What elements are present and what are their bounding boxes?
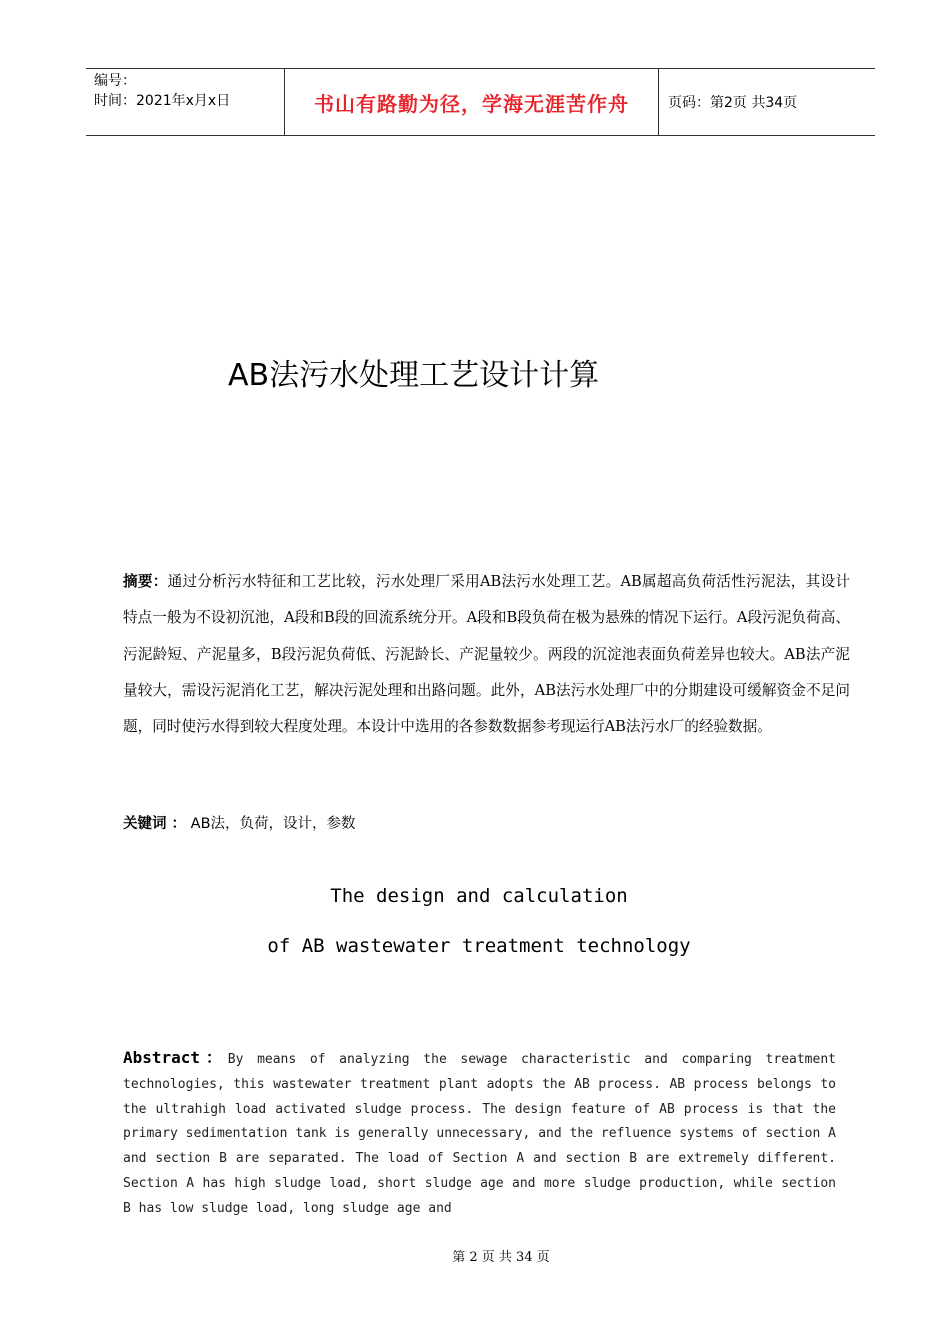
keywords [123, 812, 356, 836]
header-page-info: 页码：第2页 共34页 [668, 95, 798, 111]
abstract-english [123, 1046, 836, 1222]
abstract-cn-label: 摘要： [123, 573, 168, 590]
keywords-label: 关键词 ： [123, 816, 187, 832]
header-motto: 书山有路勤为径，学海无涯苦作舟 [285, 69, 659, 135]
page-header [86, 68, 875, 136]
abstract-en-text: By means of analyzing the sewage characteristic and comparing treatment technologies, this wastewater treatment plant adopts the AB process. AB process belongs to the ultrahigh load activated sludge process. The design feature of AB process is that the primary sedimentation tank is generally unnecessary, and the refluence systems of section A and section B are separated. The load of Section A and section B are extremely different. Section A has high sludge load, short sludge age and more sludge production, while section B has low sludge load, long sludge age and [123, 1052, 836, 1216]
header-meta [86, 69, 285, 135]
english-title-line2: of AB wastewater treatment technology [267, 935, 691, 957]
time-label: 时间：2021年x月x日 [94, 93, 231, 109]
abstract-cn-text: 通过分析污水特征和工艺比较，污水处理厂采用AB法污水处理工艺。AB属超高负荷活性污泥法，其设计特点一般为不设初沉池，A段和B段的回流系统分开。A段和B段负荷在极为悬殊的情况下运行。A段污泥负荷高、污泥龄短、产泥量多，B段污泥负荷低、污泥龄长、产泥量较少。两段的沉淀池表面负荷差异也较大。AB法产泥量较大，需设污泥消化工艺，解决污泥处理和出路问题。此外，AB法污水处理厂中的分期建设可缓解资金不足问题，同时使污水得到较大程度处理。本设计中选用的各参数数据参考现运行AB法污水厂的经验数据。 [123, 573, 850, 736]
document-title: AB法污水处理工艺设计计算 [228, 358, 600, 393]
keywords-text: AB法，负荷，设计，参数 [186, 816, 356, 832]
english-title-line1: The design and calculation [330, 885, 628, 907]
abstract-en-label: Abstract： [123, 1048, 228, 1067]
number-label: 编号： [94, 73, 136, 89]
abstract-chinese [123, 564, 850, 745]
page-footer: 第 2 页 共 34 页 [452, 1250, 550, 1265]
